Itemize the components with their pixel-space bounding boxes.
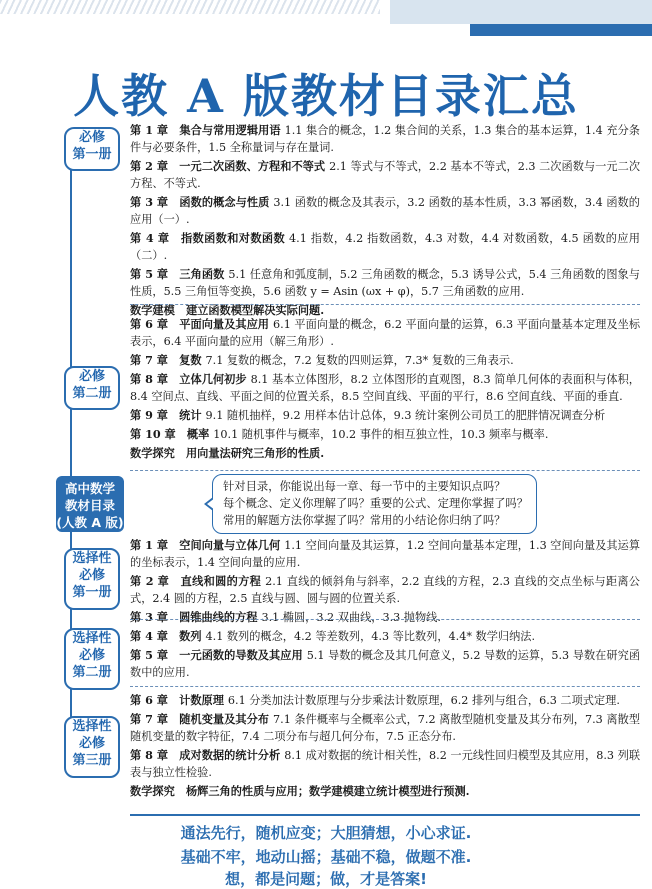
tag-line: 选择性 [72, 551, 112, 566]
chapter-heading: 第 3 章 函数的概念与性质 [130, 195, 270, 209]
chapter-sections: 7.1 条件概率与全概率公式，7.2 离散型随机变量及其分布列，7.3 离散型随机变量的数字特征，7.4 二项分布与超几何分布，7.5 正态分布. [130, 713, 641, 743]
header-decoration [0, 0, 652, 44]
reflection-bubble [212, 474, 537, 534]
chapter-heading: 第 6 章 平面向量及其应用 [130, 317, 270, 331]
center-node-line: 教材目录 [64, 498, 115, 513]
chapter-sections: 4.1 指数，4.2 指数函数，4.3 对数，4.4 对数函数，4.5 函数的应用（二）. [130, 232, 640, 262]
header-band [390, 0, 652, 24]
chapter-sections: 3.1 椭圆，3.2 双曲线，3.3 抛物线. [261, 611, 441, 624]
center-node-line: (人教 A 版) [56, 515, 124, 530]
section-extra: 数学探究 用向量法研究三角形的性质. [130, 446, 325, 460]
motto-line-2: 基础不牢，地动山摇；基础不稳，做题不准. [180, 848, 472, 866]
chapter-sections: 2.1 等式与不等式，2.2 基本不等式，2.3 二次函数与一元二次方程、不等式. [130, 160, 641, 190]
chapter-heading: 第 9 章 统计 [130, 408, 202, 422]
chapter-entry [130, 647, 640, 681]
chapter-heading: 第 5 章 三角函数 [130, 267, 225, 281]
bubble-line: 针对目录，你能说出每一章、每一节中的主要知识点吗？ [223, 480, 506, 493]
chapter-entry [130, 266, 640, 300]
chapter-sections: 6.1 平面向量的概念，6.2 平面向量的运算，6.3 平面向量基本定理及坐标表示，6.4 平面向量的应用（解三角形）. [130, 318, 641, 348]
tag-line: 第二册 [72, 386, 112, 401]
chapter-sections: 8.1 基本立体图形，8.2 立体图形的直观图，8.3 简单几何体的表面积与体积，8.4 空间点、直线、平面之间的位置关系，8.5 空间直线、平面的平行，8.6 空间直线、平面的垂直. [130, 373, 640, 403]
chapter-heading: 第 7 章 随机变量及其分布 [130, 712, 270, 726]
bubble-tail-inner [207, 498, 215, 510]
page-title: 人教 A 版教材目录汇总 [73, 69, 579, 123]
chapter-entry [130, 371, 640, 405]
chapter-heading: 第 3 章 圆锥曲线的方程 [130, 610, 258, 624]
chapter-entry [130, 407, 640, 424]
section-tag-required-2 [64, 366, 120, 410]
chapter-sections: 5.1 任意角和弧度制，5.2 三角函数的概念，5.3 诱导公式，5.4 三角函数的图象与性质，5.5 三角恒等变换，5.6 函数 y = Asin (ωx + φ)，5.7 三角函数的应用. [130, 268, 640, 298]
chapter-entry [130, 316, 640, 350]
chapter-heading: 第 8 章 立体几何初步 [130, 372, 247, 386]
tag-line: 选择性 [72, 631, 112, 646]
chapter-sections: 10.1 随机事件与概率，10.2 事件的相互独立性，10.3 频率与概率. [213, 428, 549, 441]
center-node-line: 高中数学 [64, 481, 115, 496]
motto-line-1: 通法先行，随机应变；大胆猜想，小心求证. [180, 824, 472, 842]
chapter-entry [130, 352, 640, 369]
section-block-required-1 [130, 122, 641, 317]
chapter-sections: 2.1 直线的倾斜角与斜率，2.2 直线的方程，2.3 直线的交点坐标与距离公式，2.4 圆的方程，2.5 直线与圆、圆与圆的位置关系. [130, 575, 640, 605]
header-stripes [0, 0, 380, 14]
tag-line: 必修 [78, 648, 105, 663]
chapter-heading: 第 4 章 数列 [130, 629, 202, 643]
chapter-entry [130, 194, 640, 228]
chapter-heading: 第 6 章 计数原理 [130, 693, 224, 707]
chapter-entry [130, 158, 640, 192]
chapter-heading: 第 10 章 概率 [130, 427, 210, 441]
divider [130, 304, 640, 305]
section-block-elective-2 [130, 628, 640, 684]
bubble-line: 每个概念、定义你理解了吗？重要的公式、定理你掌握了吗？ [223, 497, 529, 510]
motto-line-3: 想，都是问题；做，才是答案! [225, 870, 427, 888]
section-tag-required-1 [64, 127, 120, 171]
tag-line: 第一册 [72, 585, 112, 600]
chapter-sections: 3.1 函数的概念及其表示，3.2 函数的基本性质，3.3 幂函数，3.4 函数的应用（一）. [130, 196, 640, 226]
tag-line: 必修 [78, 568, 105, 583]
chapter-entry [130, 628, 640, 645]
section-tag-elective-3 [64, 716, 120, 778]
chapter-sections: 4.1 数列的概念，4.2 等差数列，4.3 等比数列，4.4* 数学归纳法. [205, 630, 535, 643]
chapter-heading: 第 8 章 成对数据的统计分析 [130, 748, 281, 762]
section-extra: 数学探究 杨辉三角的性质与应用；数学建模建立统计模型进行预测. [130, 784, 470, 798]
divider [130, 619, 640, 620]
section-extra: 数学建模 建立函数模型解决实际问题. [130, 303, 325, 317]
chapter-heading: 第 5 章 一元函数的导数及其应用 [130, 648, 303, 662]
divider [130, 470, 640, 471]
divider [130, 686, 640, 687]
tag-line: 必修 [78, 736, 105, 751]
chapter-entry [130, 122, 640, 156]
chapter-heading: 第 1 章 空间向量与立体几何 [130, 538, 281, 552]
header-band-accent [470, 24, 652, 36]
section-tag-elective-2 [64, 628, 120, 690]
chapter-entry [130, 573, 640, 607]
tag-line: 第三册 [72, 753, 112, 768]
chapter-heading: 第 1 章 集合与常用逻辑用语 [130, 123, 281, 137]
chapter-sections: 1.1 空间向量及其运算，1.2 空间向量基本定理，1.3 空间向量及其运算的坐标表示，1.4 空间向量的应用. [130, 539, 641, 569]
chapter-entry [130, 537, 640, 571]
section-block-required-2 [130, 316, 640, 468]
chapter-sections: 1.1 集合的概念，1.2 集合间的关系，1.3 集合的基本运算，1.4 充分条件与必要条件，1.5 全称量词与存在量词. [130, 124, 640, 154]
chapter-sections: 5.1 导数的概念及其几何意义，5.2 导数的运算，5.3 导数在研究函数中的应用. [130, 649, 641, 679]
tag-line: 第一册 [72, 147, 112, 162]
chapter-entry [130, 426, 640, 443]
chapter-heading: 第 2 章 直线和圆的方程 [130, 574, 262, 588]
chapter-entry [130, 692, 640, 709]
chapter-heading: 第 4 章 指数函数和对数函数 [130, 231, 286, 245]
section-block-elective-1 [130, 537, 641, 624]
tag-line: 必修 [78, 369, 105, 384]
chapter-sections: 8.1 成对数据的统计相关性，8.2 一元线性回归模型及其应用，8.3 列联表与独立性检验. [130, 749, 641, 779]
chapter-entry [130, 230, 640, 264]
chapter-heading: 第 7 章 复数 [130, 353, 202, 367]
bubble-line: 常用的解题方法你掌握了吗？常用的小结论你归纳了吗？ [223, 514, 506, 527]
tag-line: 必修 [78, 130, 105, 145]
chapter-heading: 第 2 章 一元二次函数、方程和不等式 [130, 159, 326, 173]
chapter-sections: 7.1 复数的概念，7.2 复数的四则运算，7.3* 复数的三角表示. [205, 354, 514, 367]
section-tag-elective-1 [64, 548, 120, 610]
tag-line: 选择性 [72, 719, 112, 734]
section-block-elective-3 [130, 692, 640, 810]
chapter-entry [130, 747, 640, 781]
chapter-entry [130, 711, 640, 745]
chapter-sections: 6.1 分类加法计数原理与分步乘法计数原理，6.2 排列与组合，6.3 二项式定理. [227, 694, 620, 707]
center-node [56, 476, 124, 532]
chapter-sections: 9.1 随机抽样，9.2 用样本估计总体，9.3 统计案例公司员工的肥胖情况调查分析 [205, 409, 606, 422]
chapter-entry [130, 609, 640, 626]
tag-line: 第二册 [72, 665, 112, 680]
divider [130, 814, 640, 816]
